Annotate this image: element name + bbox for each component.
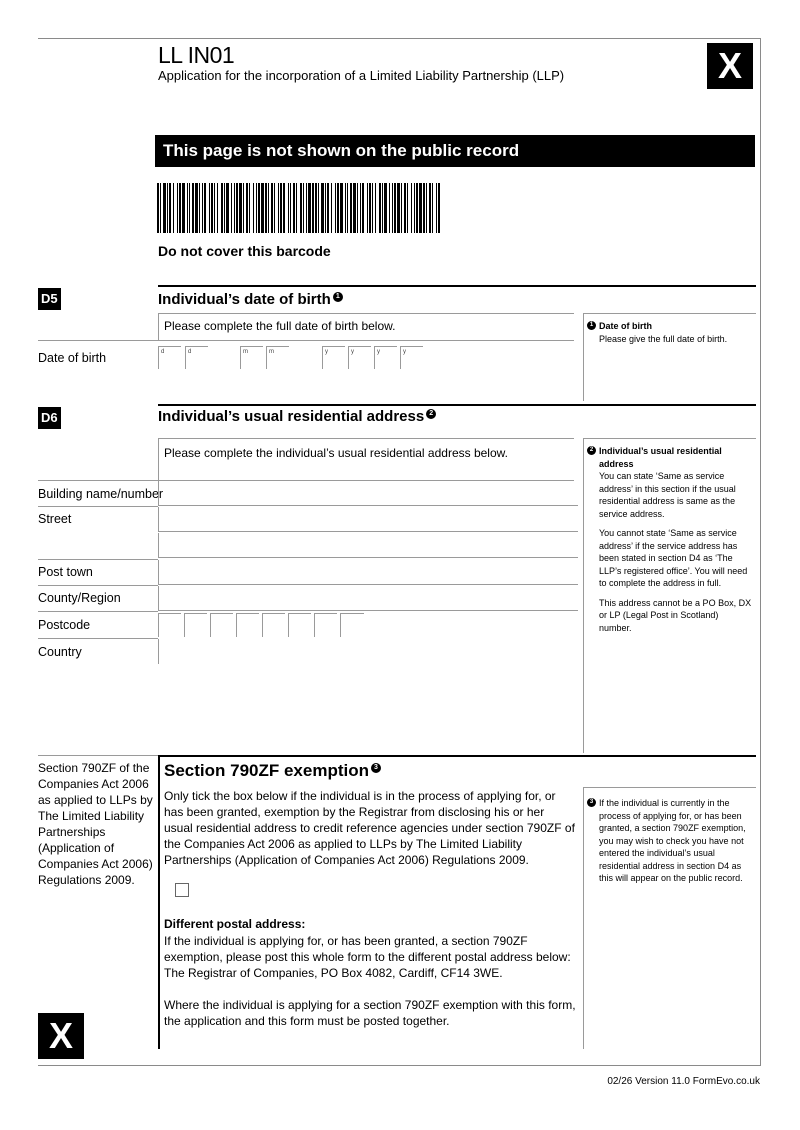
public-record-banner: This page is not shown on the public record <box>155 135 755 167</box>
post-town-field[interactable] <box>158 560 578 585</box>
d6-note-para-3: This address cannot be a PO Box, DX or LP (Legal Post in Scotland) number. <box>599 597 752 633</box>
d6-note-divider <box>583 438 584 753</box>
barcode-bar <box>331 183 332 233</box>
barcode-bar <box>414 183 415 233</box>
barcode-bar <box>253 183 254 233</box>
note-1-icon: 1 <box>587 321 596 330</box>
790zf-vertical-rule <box>158 756 160 1049</box>
postal-line-2: The Registrar of Companies, PO Box 4082, Cardiff, CF14 3WE. <box>164 966 503 980</box>
barcode-bar <box>268 183 269 233</box>
postcode-cell-3[interactable] <box>210 613 233 637</box>
barcode-bar <box>327 183 329 233</box>
dob-year-1[interactable]: y <box>322 346 345 369</box>
barcode-bar <box>256 183 257 233</box>
note-3-icon: 3 <box>587 798 596 807</box>
barcode <box>157 183 441 233</box>
barcode-bar <box>179 183 181 233</box>
barcode-bar <box>401 183 402 233</box>
form-title: Application for the incorporation of a Limited Liability Partnership (LLP) <box>158 68 565 83</box>
barcode-bar <box>397 183 400 233</box>
barcode-bar <box>236 183 238 233</box>
barcode-bar <box>379 183 381 233</box>
postal-heading: Different postal address: <box>164 917 306 931</box>
d6-title-text: Individual’s usual residential address <box>158 408 425 425</box>
barcode-bar <box>382 183 383 233</box>
barcode-bar <box>157 183 159 233</box>
barcode-bar <box>274 183 275 233</box>
barcode-bar <box>271 183 273 233</box>
county-field[interactable] <box>158 586 578 611</box>
post-town-label: Post town <box>38 565 93 579</box>
barcode-bar <box>239 183 242 233</box>
street-label: Street <box>38 512 72 526</box>
barcode-bar <box>283 183 285 233</box>
790zf-rule <box>158 755 756 757</box>
barcode-bar <box>438 183 440 233</box>
barcode-bar <box>347 183 348 233</box>
dob-year-4[interactable]: y <box>400 346 423 369</box>
bottom-x-mark: X <box>38 1013 84 1059</box>
barcode-bar <box>407 183 408 233</box>
barcode-bar <box>357 183 358 233</box>
d6-box-left <box>158 438 159 480</box>
d5-title <box>158 291 343 308</box>
barcode-bar <box>249 183 250 233</box>
790zf-note <box>587 797 753 892</box>
barcode-bar <box>231 183 232 233</box>
d5-rule <box>158 285 756 287</box>
barcode-bar <box>306 183 307 233</box>
barcode-bar <box>384 183 387 233</box>
barcode-bar <box>169 183 171 233</box>
country-field[interactable] <box>158 639 578 664</box>
barcode-bar <box>436 183 437 233</box>
corner-x-mark: X <box>707 43 753 89</box>
footer-version: 02/26 Version 11.0 FormEvo.co.uk <box>607 1076 760 1087</box>
postcode-cell-5[interactable] <box>262 613 285 637</box>
barcode-bar <box>160 183 161 233</box>
d6-instruction: Please complete the individual’s usual residential address below. <box>164 446 508 460</box>
d6-note <box>587 445 753 641</box>
barcode-bar <box>369 183 371 233</box>
barcode-bar <box>350 183 352 233</box>
790zf-title <box>164 761 381 781</box>
d5-note-top <box>583 313 756 314</box>
barcode-bar <box>375 183 376 233</box>
barcode-bar <box>312 183 314 233</box>
postcode-cell-4[interactable] <box>236 613 259 637</box>
dob-year-2[interactable]: y <box>348 346 371 369</box>
barcode-bar <box>404 183 406 233</box>
d6-rule <box>158 404 756 406</box>
barcode-bar <box>360 183 361 233</box>
barcode-bar <box>204 183 206 233</box>
d6-note-para-1: You can state ‘Same as service address’ in this section if the usual residential address is same as the service address. <box>599 471 736 519</box>
barcode-bar <box>214 183 215 233</box>
790zf-note-text: If the individual is currently in the process of applying for, or has been granted, a section 790ZF exemption, you may wish to check you have not entered the individual’s usual residential address in section D4 as this will appear on the public record. <box>599 798 746 883</box>
barcode-bar <box>163 183 166 233</box>
barcode-bar <box>177 183 178 233</box>
note-2-icon: 2 <box>587 446 596 455</box>
post-town-underline <box>38 585 158 586</box>
note-1-marker: 1 <box>333 292 343 302</box>
country-label: Country <box>38 645 82 659</box>
barcode-bar <box>416 183 418 233</box>
postcode-cell-8[interactable] <box>340 613 364 637</box>
barcode-bar <box>258 183 260 233</box>
790zf-side-text: Section 790ZF of the Companies Act 2006 as applied to LLPs by The Limited Liability Partnerships (Application of Companies Act 2006) Regulations 2009. <box>38 761 153 887</box>
county-underline <box>38 611 158 612</box>
barcode-bar <box>389 183 390 233</box>
barcode-bar <box>303 183 304 233</box>
barcode-bar <box>265 183 267 233</box>
barcode-bar <box>372 183 373 233</box>
postcode-underline <box>38 638 158 639</box>
dob-day-2[interactable]: d <box>185 346 208 369</box>
dob-label: Date of birth <box>38 351 107 365</box>
barcode-bar <box>234 183 235 233</box>
790zf-exemption-checkbox[interactable] <box>175 883 189 897</box>
d6-marker: D6 <box>38 407 61 429</box>
barcode-bar <box>321 183 324 233</box>
right-border <box>760 38 761 1066</box>
d6-title <box>158 408 436 425</box>
postcode-label: Postcode <box>38 618 91 632</box>
d5-note-divider <box>583 313 584 401</box>
note-2-marker: 2 <box>426 409 436 419</box>
dob-year-3[interactable]: y <box>374 346 397 369</box>
barcode-bar <box>224 183 225 233</box>
barcode-bar <box>192 183 194 233</box>
790zf-title-text: Section 790ZF exemption <box>164 761 369 780</box>
d5-instruction: Please complete the full date of birth below. <box>164 319 396 333</box>
postcode-cell-7[interactable] <box>314 613 337 637</box>
postal-line-1: If the individual is applying for, or has been granted, a section 790ZF exemption, please post this whole form to the different postal address below: <box>164 934 571 964</box>
barcode-bar <box>288 183 289 233</box>
barcode-bar <box>199 183 200 233</box>
postcode-cell-6[interactable] <box>288 613 311 637</box>
dob-day-1[interactable]: d <box>158 346 181 369</box>
building-field[interactable] <box>158 481 578 506</box>
barcode-bar <box>345 183 346 233</box>
barcode-bar <box>182 183 185 233</box>
barcode-bar <box>209 183 210 233</box>
d5-marker: D5 <box>38 288 61 310</box>
790zf-note-top <box>583 787 756 788</box>
barcode-bar <box>318 183 319 233</box>
barcode-bar <box>293 183 295 233</box>
bottom-border <box>38 1065 761 1066</box>
barcode-bar <box>426 183 427 233</box>
barcode-bar <box>278 183 279 233</box>
barcode-bar <box>315 183 317 233</box>
d6-note-para-2: You cannot state ‘Same as service address’ if the service address has been stated in section D4 as ‘The LLP’s registered office’. You will need to complete the address in full. <box>599 528 748 588</box>
barcode-bar <box>202 183 203 233</box>
street-field-1[interactable] <box>158 507 578 532</box>
barcode-bar <box>173 183 174 233</box>
d5-title-text: Individual’s date of birth <box>158 291 331 308</box>
d6-note-title: Individual’s usual residential address <box>599 446 722 469</box>
790zf-left-rule <box>38 755 158 756</box>
d6-box-top <box>158 438 574 439</box>
790zf-note-divider <box>583 787 584 1049</box>
barcode-bar <box>419 183 422 233</box>
form-code: LL IN01 <box>158 42 235 68</box>
barcode-bar <box>353 183 356 233</box>
barcode-bar <box>394 183 396 233</box>
d6-note-top <box>583 438 756 439</box>
street-field-2[interactable] <box>158 533 578 558</box>
barcode-bar <box>362 183 364 233</box>
building-underline <box>38 506 158 507</box>
barcode-bar <box>296 183 297 233</box>
barcode-bar <box>189 183 190 233</box>
barcode-bar <box>243 183 244 233</box>
barcode-caption: Do not cover this barcode <box>158 243 331 259</box>
top-border <box>38 38 761 39</box>
barcode-bar <box>308 183 311 233</box>
barcode-bar <box>280 183 282 233</box>
barcode-bar <box>261 183 264 233</box>
barcode-bar <box>211 183 213 233</box>
building-label: Building name/number <box>38 487 164 501</box>
barcode-bar <box>167 183 168 233</box>
barcode-bar <box>290 183 291 233</box>
d5-note-body: Please give the full date of birth. <box>599 333 728 344</box>
postcode-cell-1[interactable] <box>158 613 181 637</box>
barcode-bar <box>300 183 302 233</box>
barcode-bar <box>325 183 326 233</box>
d5-box-left <box>158 313 159 340</box>
d5-divider <box>38 340 574 341</box>
barcode-bar <box>392 183 393 233</box>
barcode-bar <box>429 183 431 233</box>
barcode-bar <box>335 183 336 233</box>
barcode-bar <box>411 183 412 233</box>
barcode-bar <box>432 183 433 233</box>
barcode-bar <box>221 183 223 233</box>
790zf-para-1: Only tick the box below if the individual is in the process of applying for, or has been granted, exemption by the Registrar from disclosing his or her usual residential address to credit reference agencies under section 790ZF of the Companies Act 2006 as applied to LLPs by The Limited Liability Partnerships (Application of Companies Act 2006) Regulations 2009. <box>164 789 575 867</box>
d5-box-top <box>158 313 574 314</box>
county-label: County/Region <box>38 591 121 605</box>
barcode-bar <box>246 183 248 233</box>
d5-note-title: Date of birth <box>599 321 652 331</box>
d5-note <box>587 320 753 352</box>
note-3-marker: 3 <box>371 763 381 773</box>
postcode-cell-2[interactable] <box>184 613 207 637</box>
790zf-para-3: Where the individual is applying for a section 790ZF exemption with this form, the application and this form must be posted together. <box>164 998 576 1028</box>
barcode-bar <box>187 183 188 233</box>
barcode-bar <box>367 183 368 233</box>
barcode-bar <box>195 183 198 233</box>
barcode-bar <box>337 183 339 233</box>
barcode-bar <box>217 183 218 233</box>
dob-month-1[interactable]: m <box>240 346 263 369</box>
barcode-bar <box>340 183 343 233</box>
barcode-bar <box>226 183 229 233</box>
barcode-bar <box>423 183 425 233</box>
dob-month-2[interactable]: m <box>266 346 289 369</box>
street-underline <box>38 559 158 560</box>
